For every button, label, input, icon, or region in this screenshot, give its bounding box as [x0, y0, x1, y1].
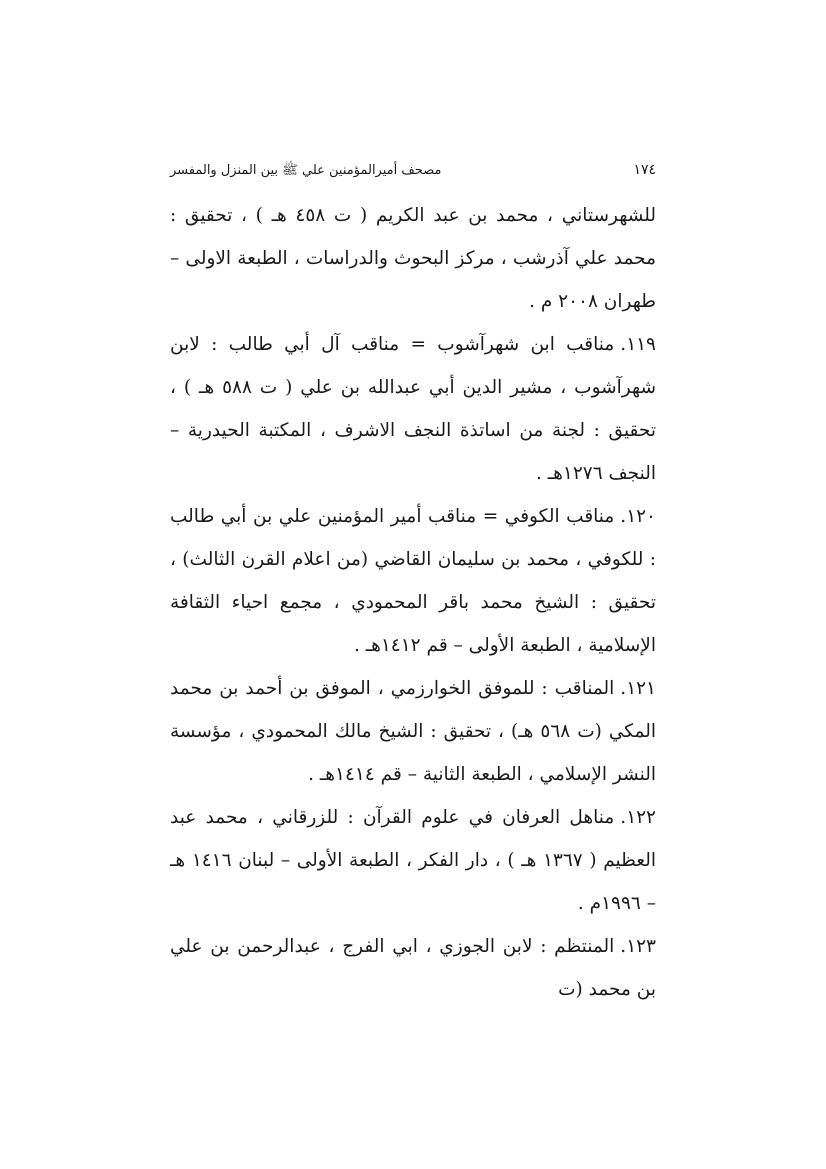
bibliography-entry-120 — [170, 495, 656, 667]
page-number: ١٧٤ — [633, 162, 656, 178]
entry-text: للشهرستاني ، محمد بن عبد الكريم ( ت ٤٥٨ هـ ) ، تحقيق : محمد علي آذرشب ، مركز البحوث والدراسات ، الطبعة الاولى – طهران ٢٠٠٨ م . — [170, 205, 656, 312]
bibliography-entry-123 — [170, 925, 656, 1011]
entry-number: ١٢١. — [620, 678, 656, 699]
entry-text: المنتظم : لابن الجوزي ، ابي الفرج ، عبدالرحمن بن علي بن محمد (ت — [170, 936, 656, 1000]
entry-text: مناهل العرفان في علوم القرآن : للزرقاني ، محمد عبد العظيم ( ١٣٦٧ هـ ) ، دار الفكر ، الطبعة الأولى – لبنان ١٤١٦ هـ – ١٩٩٦م . — [170, 807, 656, 914]
running-title: مصحف أميرالمؤمنين علي ﷺ بين المنزل والمفسر — [170, 163, 442, 178]
entry-number: ١٢٠. — [620, 506, 656, 527]
entry-number: ١٢٢. — [620, 807, 656, 828]
bibliography-entry-122 — [170, 796, 656, 925]
bibliography-entry-121 — [170, 667, 656, 796]
bibliography-entry-119 — [170, 323, 656, 495]
document-page — [170, 160, 656, 1011]
running-header — [170, 160, 656, 182]
entry-number: ١١٩. — [620, 334, 656, 355]
entry-text: المناقب : للموفق الخوارزمي ، الموفق بن أحمد بن محمد المكي (ت ٥٦٨ هـ) ، تحقيق : الشيخ مالك المحمودي ، مؤسسة النشر الإسلامي ، الطبعة الثانية – قم ١٤١٤هـ . — [170, 678, 656, 785]
bibliography-entry-continued — [170, 194, 656, 323]
entry-number: ١٢٣. — [620, 936, 656, 957]
entry-text: مناقب ابن شهرآشوب = مناقب آل أبي طالب : لابن شهرآشوب ، مشير الدين أبي عبدالله بن علي ( ت ٥٨٨ هـ ) ، تحقيق : لجنة من اساتذة النجف الاشرف ، المكتبة الحيدرية – النجف ١٢٧٦هـ . — [170, 334, 657, 484]
entry-text: مناقب الكوفي = مناقب أمير المؤمنين علي بن أبي طالب : للكوفي ، محمد بن سليمان القاضي (من اعلام القرن الثالث) ، تحقيق : الشيخ محمد باقر المحمودي ، مجمع احياء الثقافة الإسلامية ، الطبعة الأولى – قم ١٤١٢هـ . — [170, 506, 656, 656]
bibliography-list — [170, 194, 656, 1011]
